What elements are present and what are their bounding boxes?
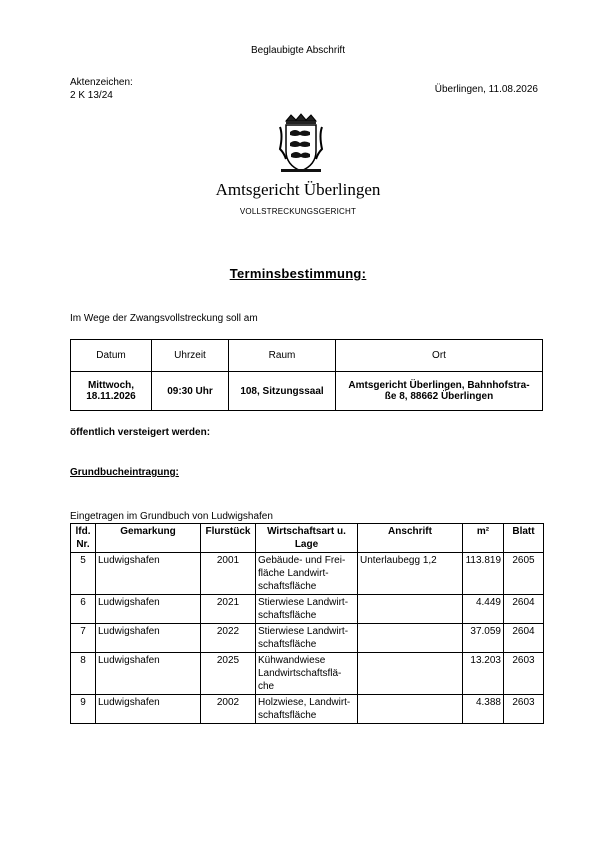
termin-value-row	[71, 372, 543, 411]
cell-flaeche: 4.449	[463, 595, 504, 624]
termin-datum	[71, 372, 152, 411]
cell-blatt: 2604	[504, 624, 544, 653]
cell-blatt: 2604	[504, 595, 544, 624]
grundbuch-intro: Eingetragen im Grundbuch von Ludwigshafen	[70, 511, 273, 522]
wirtschaftsart-line: Landwirtschaftsflä-	[258, 668, 342, 679]
header-anschrift: Anschrift	[358, 524, 463, 553]
header-lfd-line2: Nr.	[76, 539, 90, 550]
auction-text: öffentlich versteigert werden:	[70, 427, 211, 438]
termin-datum-line1: Mittwoch,	[87, 380, 135, 391]
wirtschaftsart-line: Gebäude- und Frei-	[258, 555, 346, 566]
header-blatt: Blatt	[504, 524, 544, 553]
header-lfd-line1: lfd.	[75, 526, 91, 537]
cell-blatt: 2603	[504, 695, 544, 724]
cell-anschrift: Unterlaubegg 1,2	[358, 553, 463, 595]
wirtschaftsart-line: Stierwiese Landwirt-	[258, 597, 349, 608]
termin-datum-line2: 18.11.2026	[86, 391, 136, 402]
wirtschaftsart-line: Kühwandwiese	[258, 655, 326, 666]
header-wirtschaftsart-line1: Wirtschaftsart u.	[267, 526, 346, 537]
cell-anschrift	[358, 624, 463, 653]
header-raum: Raum	[229, 340, 336, 372]
coat-of-arms-icon	[278, 113, 324, 175]
header-lfd-nr	[71, 524, 96, 553]
cell-flurstueck: 2025	[201, 653, 256, 695]
cell-wirtschaftsart	[256, 553, 358, 595]
document-header-title: Beglaubigte Abschrift	[251, 45, 345, 56]
wirtschaftsart-line: schaftsfläche	[258, 710, 317, 721]
header-uhrzeit: Uhrzeit	[152, 340, 229, 372]
place-date: Überlingen, 11.08.2026	[434, 84, 538, 95]
cell-flaeche: 4.388	[463, 695, 504, 724]
cell-flurstueck: 2022	[201, 624, 256, 653]
cell-blatt: 2605	[504, 553, 544, 595]
cell-nr: 8	[71, 653, 96, 695]
cell-nr: 9	[71, 695, 96, 724]
grundbuch-header-row	[71, 524, 544, 553]
wirtschaftsart-line: schaftsfläche	[258, 581, 317, 592]
table-row	[71, 553, 544, 595]
table-row	[71, 695, 544, 724]
cell-wirtschaftsart	[256, 595, 358, 624]
header-gemarkung: Gemarkung	[96, 524, 201, 553]
cell-flurstueck: 2002	[201, 695, 256, 724]
intro-text: Im Wege der Zwangsvollstreckung soll am	[70, 313, 258, 324]
termin-ort-line1: Amtsgericht Überlingen, Bahnhofstra-	[348, 380, 530, 391]
cell-nr: 7	[71, 624, 96, 653]
wirtschaftsart-line: schaftsfläche	[258, 610, 317, 621]
court-subtitle: VOLLSTRECKUNGSGERICHT	[239, 207, 357, 216]
cell-gemarkung: Ludwigshafen	[96, 595, 201, 624]
termin-header-row	[71, 340, 543, 372]
court-name: Amtsgericht Überlingen	[215, 180, 381, 199]
header-wirtschaftsart-line2: Lage	[294, 539, 319, 550]
grundbuch-rows	[71, 553, 544, 724]
wirtschaftsart-line: Stierwiese Landwirt-	[258, 626, 349, 637]
wirtschaftsart-line: che	[258, 681, 275, 692]
cell-anschrift	[358, 653, 463, 695]
cell-flurstueck: 2021	[201, 595, 256, 624]
cell-flaeche: 37.059	[463, 624, 504, 653]
wirtschaftsart-line: schaftsfläche	[258, 639, 317, 650]
grundbuch-table	[70, 523, 544, 724]
cell-wirtschaftsart	[256, 624, 358, 653]
cell-wirtschaftsart	[256, 653, 358, 695]
termin-raum: 108, Sitzungssaal	[229, 372, 336, 411]
cell-gemarkung: Ludwigshafen	[96, 653, 201, 695]
grundbuch-heading: Grundbucheintragung:	[70, 467, 179, 478]
termin-ort-line2: ße 8, 88662 Überlingen	[384, 391, 494, 402]
document-title: Terminsbestimmung:	[229, 266, 367, 281]
cell-flurstueck: 2001	[201, 553, 256, 595]
termin-ort	[336, 372, 543, 411]
termin-uhrzeit: 09:30 Uhr	[152, 372, 229, 411]
table-row	[71, 595, 544, 624]
cell-anschrift	[358, 595, 463, 624]
cell-gemarkung: Ludwigshafen	[96, 695, 201, 724]
wirtschaftsart-line: fläche Landwirt-	[258, 568, 329, 579]
aktenzeichen-label: Aktenzeichen:	[70, 77, 133, 88]
header-flurstueck: Flurstück	[201, 524, 256, 553]
table-row	[71, 624, 544, 653]
cell-blatt: 2603	[504, 653, 544, 695]
header-flaeche: m²	[463, 524, 504, 553]
header-datum: Datum	[71, 340, 152, 372]
wirtschaftsart-line: Holzwiese, Landwirt-	[258, 697, 351, 708]
cell-flaeche: 13.203	[463, 653, 504, 695]
cell-nr: 6	[71, 595, 96, 624]
cell-flaeche: 113.819	[463, 553, 504, 595]
cell-gemarkung: Ludwigshafen	[96, 624, 201, 653]
cell-wirtschaftsart	[256, 695, 358, 724]
cell-gemarkung: Ludwigshafen	[96, 553, 201, 595]
cell-anschrift	[358, 695, 463, 724]
header-wirtschaftsart	[256, 524, 358, 553]
header-ort: Ort	[336, 340, 543, 372]
table-row	[71, 653, 544, 695]
aktenzeichen-value: 2 K 13/24	[70, 90, 113, 101]
termin-table	[70, 339, 543, 411]
cell-nr: 5	[71, 553, 96, 595]
